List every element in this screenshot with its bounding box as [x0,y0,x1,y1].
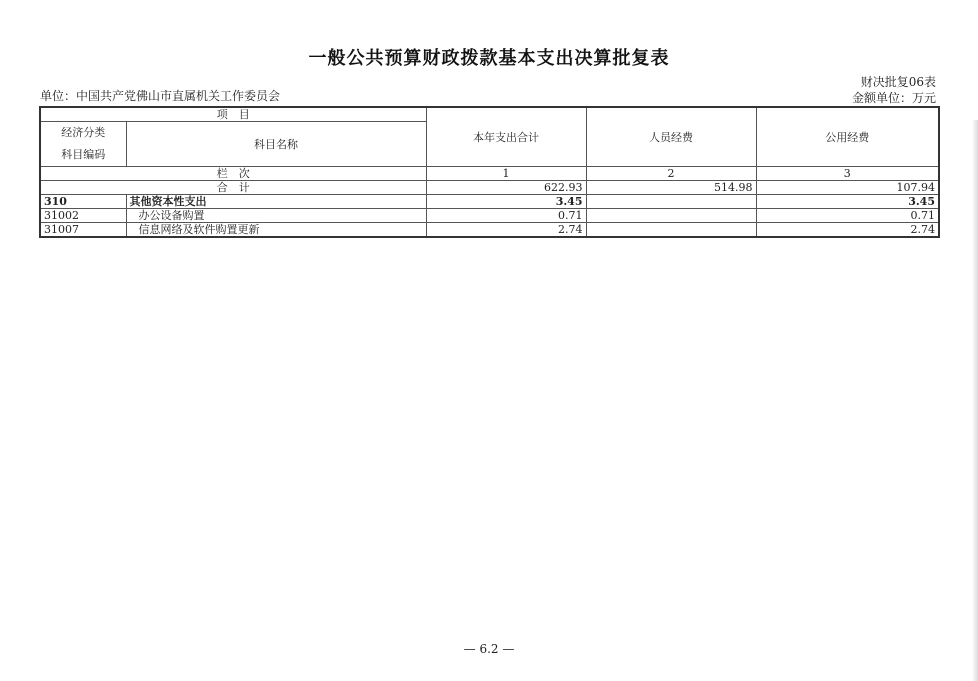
row-public: 2.74 [756,223,939,238]
column-index-2: 2 [586,167,756,181]
class-code-header [40,122,126,167]
column-index-3: 3 [756,167,939,181]
row-total: 2.74 [426,223,586,238]
form-code-label: 财决批复06表 [860,75,936,89]
total-row-total: 622.93 [426,181,586,195]
row-personnel [586,223,756,238]
public-header: 公用经费 [756,107,939,167]
total-row-public: 107.94 [756,181,939,195]
column-index-1: 1 [426,167,586,181]
row-code: 31002 [40,209,126,223]
unit-label: 单位：中国共产党佛山市直属机关工作委员会 [40,89,281,103]
scan-edge-shadow [972,120,978,681]
total-row-label: 合 计 [40,181,426,195]
row-name: 办公设备购置 [126,209,426,223]
table-row [40,195,939,209]
row-code: 31007 [40,223,126,238]
page-number: — 6.2 — [463,642,515,656]
expense-table [39,106,940,238]
personnel-header: 人员经费 [586,107,756,167]
table-row [40,209,939,223]
amount-unit-label: 金额单位：万元 [851,91,936,105]
row-name: 其他资本性支出 [126,195,426,209]
subject-name-header: 科目名称 [126,122,426,167]
column-index-label: 栏 次 [40,167,426,181]
page-title: 一般公共预算财政拨款基本支出决算批复表 [308,48,670,69]
econ-class-label: 经济分类 [61,126,106,139]
row-personnel [586,209,756,223]
subject-code-label: 科目编码 [61,148,106,161]
total-expense-header: 本年支出合计 [426,107,586,167]
row-public: 0.71 [756,209,939,223]
row-personnel [586,195,756,209]
row-public: 3.45 [756,195,939,209]
project-header: 项 目 [40,107,426,122]
table-row [40,223,939,238]
total-row-personnel: 514.98 [586,181,756,195]
row-total: 0.71 [426,209,586,223]
row-name: 信息网络及软件购置更新 [126,223,426,238]
row-total: 3.45 [426,195,586,209]
row-code: 310 [40,195,126,209]
